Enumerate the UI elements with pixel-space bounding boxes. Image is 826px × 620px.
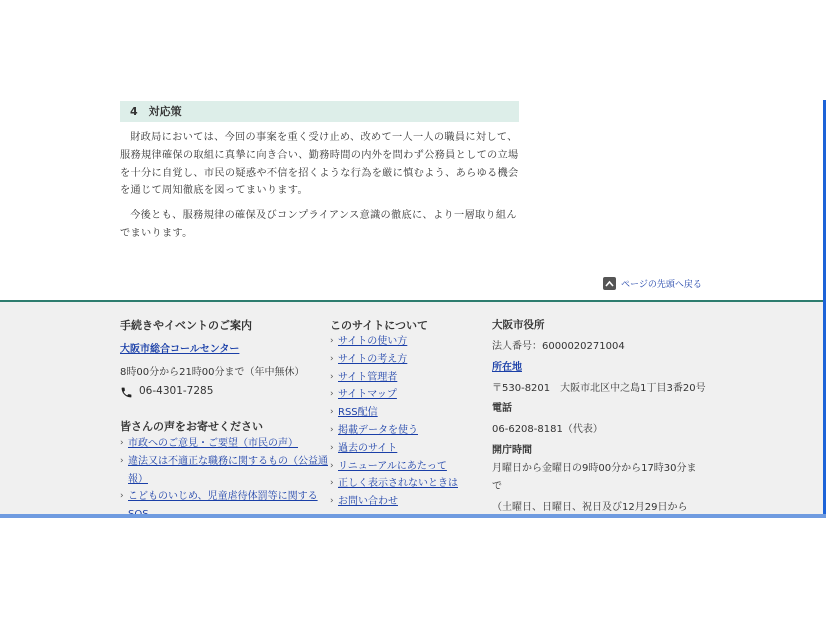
voices-list — [120, 435, 328, 518]
list-item[interactable]: › RSS配信 — [330, 404, 490, 422]
location-link[interactable]: 所在地 — [492, 362, 522, 373]
list-item[interactable]: › サイトマップ — [330, 386, 490, 404]
chevron-right-icon: › — [330, 460, 334, 471]
corporate-number: 法人番号：6000020271004 — [492, 341, 625, 352]
list-item[interactable]: › 掲載データを使う — [330, 422, 490, 440]
chevron-right-icon: › — [120, 491, 124, 502]
procedures-title: 手続きやイベントのご案内 — [120, 319, 252, 332]
list-item[interactable]: › 過去のサイト — [330, 440, 490, 458]
arrow-up-icon — [603, 277, 616, 290]
chevron-right-icon: › — [120, 438, 124, 448]
chevron-right-icon: › — [330, 496, 334, 507]
list-item[interactable]: › サイトの使い方 — [330, 333, 490, 351]
call-center-link[interactable]: 大阪市総合コールセンター — [120, 344, 240, 355]
city-hall-title: 大阪市役所 — [492, 319, 545, 331]
chevron-right-icon: › — [330, 336, 334, 346]
chevron-right-icon: › — [120, 455, 124, 466]
chevron-right-icon: › — [330, 442, 334, 453]
paragraph-2: 今後とも、服務規律の確保及びコンプライアンス意識の徹底に、より一層取り組んでまいります。 — [120, 210, 517, 239]
city-hall-phone: 06-6208-8181（代表） — [492, 424, 603, 435]
about-title: このサイトについて — [330, 319, 429, 332]
list-item[interactable]: › こどものいじめ、児童虐待体罰等に関する — [120, 488, 328, 518]
call-center-phone: 06-4301-7285 — [139, 384, 214, 397]
about-list — [330, 333, 490, 511]
list-item[interactable]: › サイトの考え方 — [330, 351, 490, 369]
city-hall-hours-note: （土曜日、日曜日、祝日及び12月29日から — [492, 502, 688, 513]
section-heading: 4 対応策 — [120, 101, 519, 122]
phone-title: 電話 — [492, 403, 512, 414]
call-center-phone-row — [120, 384, 213, 397]
city-hall-address: 〒530-8201 大阪市北区中之島1丁目3番20号 — [492, 383, 706, 394]
list-item[interactable]: › サイト管理者 — [330, 369, 490, 387]
call-center-hours: 8時00分から21時00分まで（年中無休） — [120, 367, 305, 378]
chevron-right-icon: › — [330, 407, 334, 418]
list-item[interactable]: › 正しく表示されないときは — [330, 475, 490, 493]
site-footer — [0, 300, 826, 518]
city-hall-hours: 月曜日から金曜日の9時00分から17時30分まで — [492, 463, 697, 492]
phone-icon — [120, 384, 133, 397]
chevron-right-icon: › — [330, 478, 334, 489]
list-item[interactable]: › 違法又は不適正な職務に関するもの（公益通報） — [120, 453, 328, 489]
chevron-right-icon: › — [330, 371, 334, 382]
list-item[interactable]: › 市政へのご意見・ご要望（市民の声） — [120, 435, 328, 453]
chevron-right-icon: › — [330, 389, 334, 400]
list-item[interactable]: › お問い合わせ — [330, 493, 490, 511]
hours-title: 開庁時間 — [492, 445, 532, 456]
list-item[interactable]: › リニューアルにあたって — [330, 458, 490, 476]
paragraph-1: 財政局においては、今回の事案を重く受け止め、改めて一人一人の職員に対して、服務規律確保の取組に真摯に向き合い、勤務時間の内外を問わず公務員としての立場を十分に自覚し、市民の疑惑や不信を招くような行為を厳に慎むよう、あらゆる機会を通じて周知徹底を図ってまいります。 — [120, 132, 519, 197]
chevron-right-icon: › — [330, 424, 334, 435]
voices-title: 皆さんの声をお寄せください — [120, 420, 263, 433]
bottom-edge-rule — [0, 514, 826, 518]
page-top-link[interactable] — [603, 276, 702, 290]
page-top-label: ページの先頭へ戻る — [621, 279, 702, 290]
chevron-right-icon: › — [330, 353, 334, 364]
